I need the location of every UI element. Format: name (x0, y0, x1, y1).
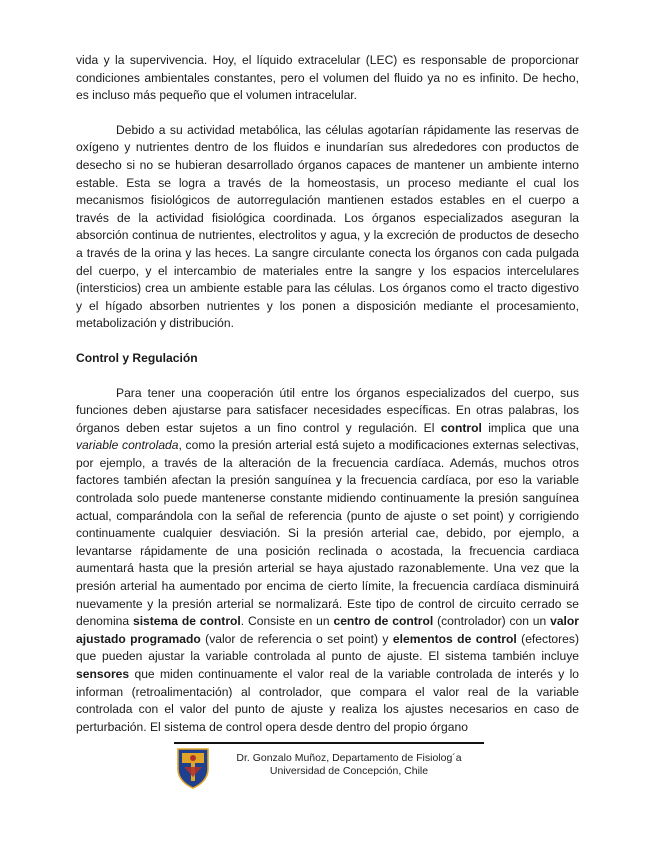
term-control: control (440, 420, 482, 435)
term-sistema-de-control: sistema de control (132, 614, 241, 629)
term-elementos-de-control: elementos de control (392, 631, 517, 646)
paragraph-3-text-6: (valor de referencia o set point) y (200, 631, 393, 646)
footer-author: Dr. Gonzalo Muñoz, Departamento de Fisiolog´a (236, 752, 462, 764)
paragraph-gap (76, 333, 579, 350)
term-sensores: sensores (76, 667, 130, 681)
document-page (76, 52, 579, 736)
paragraph-gap (76, 368, 579, 385)
term-valor-ajustado: valor ajustado programado (76, 614, 580, 646)
paragraph-3-text-3: , como la presión arterial está sujeto a modificaciones externas selectivas, por ejemplo, a través de la alteración de la frecuencia cardíaca. Además, muchos otros factores también afectan la presión sanguínea y la frecuencia cardíaca, por eso la variable controlada solo puede mantenerse constante midiendo continuamente la presión sanguínea actual, comparándola con la señal de referencia (punto de ajuste o set point) y corrigiendo continuamente cualquier desviación. Si la presión arterial cae, debido, por ejemplo, a levantarse rápidamente de una posición reclinada o acostada, la frecuencia cardiaca aumentará hasta que la presión arterial se haya ajustado razonablemente. Una vez que la presión arterial ha aumentado por encima de cierto límite, la frecuencia cardíaca disminuirá nuevamente y la presión arterial se normalizará. Este tipo de control de circuito cerrado se denomina (76, 438, 579, 629)
paragraph-3-text-4: . Consiste en un (240, 614, 334, 629)
paragraph-1-text: vida y la supervivencia. Hoy, el líquido extracelular (LEC) es responsable de proporcionar condiciones ambientales constantes, pero el volumen del fluido ya no es infinito. De hecho, es incluso más pequeño que el volumen intracelular. (76, 53, 579, 103)
footer-text (214, 752, 484, 778)
footer-divider (174, 742, 484, 744)
paragraph-2-text: Debido a su actividad metabólica, las células agotarían rápidamente las reservas de oxígeno y nutrientes dentro de los fluidos e inundarían sus alrededores con productos de desecho si no se hubieran desarrollado órganos capaces de mantener un ambiente interno estable. Esta se logra a través de la homeostasis, un proceso mediante el cual los mecanismos fisiológicos de autorregulación mantienen estados estables en el cuerpo a través de la actividad fisiológica coordinada. Los órganos especializados aseguran la absorción continua de nutrientes, electrolitos y agua, y la excreción de productos de desecho a través de la orina y las heces. La sangre circulante conecta los órganos con cada pulgada del cuerpo, y el intercambio de materiales entre la sangre y los espacios intercelulares (intersticios) crea un ambiente estable para las células. Los órganos como el tracto digestivo y el hígado absorben nutrientes y los ponen a disposición mediante el procesamiento, metabolización y distribución. (76, 122, 579, 331)
footer-institution: Universidad de Concepción, Chile (269, 765, 429, 777)
paragraph-gap (76, 105, 579, 122)
paragraph-2 (76, 122, 579, 333)
paragraph-3-text-5: (controlador) con un (433, 614, 551, 629)
paragraph-3 (76, 385, 579, 737)
paragraph-3-text-2: implica que una (481, 420, 579, 435)
paragraph-3-text-8: que miden continuamente el valor real de la variable controlada de interés y lo informan (retroalimentación) al controlador, que compara el valor real de la variable controlada con el valor del punto de ajuste y realiza los ajustes necesarios en caso de perturbación. El sistema de control opera desde dentro del propio órgano (76, 667, 579, 734)
university-seal-icon (176, 747, 210, 789)
section-heading: Control y Regulación (76, 350, 198, 365)
term-variable-controlada: variable controlada (76, 438, 179, 453)
term-centro-de-control: centro de control (333, 614, 434, 629)
paragraph-3-text-1: Para tener una cooperación útil entre los órganos especializados del cuerpo, sus funciones deben ajustarse para satisfacer necesidades específicas. En otras palabras, los órganos deben estar sujetos a un fino control y regulación. El (76, 385, 579, 435)
paragraph-1 (76, 52, 579, 105)
paragraph-3-text-7: (efectores) que pueden ajustar la variable controlada al punto de ajuste. El sistema también incluye (76, 631, 579, 664)
page-footer (174, 742, 484, 792)
